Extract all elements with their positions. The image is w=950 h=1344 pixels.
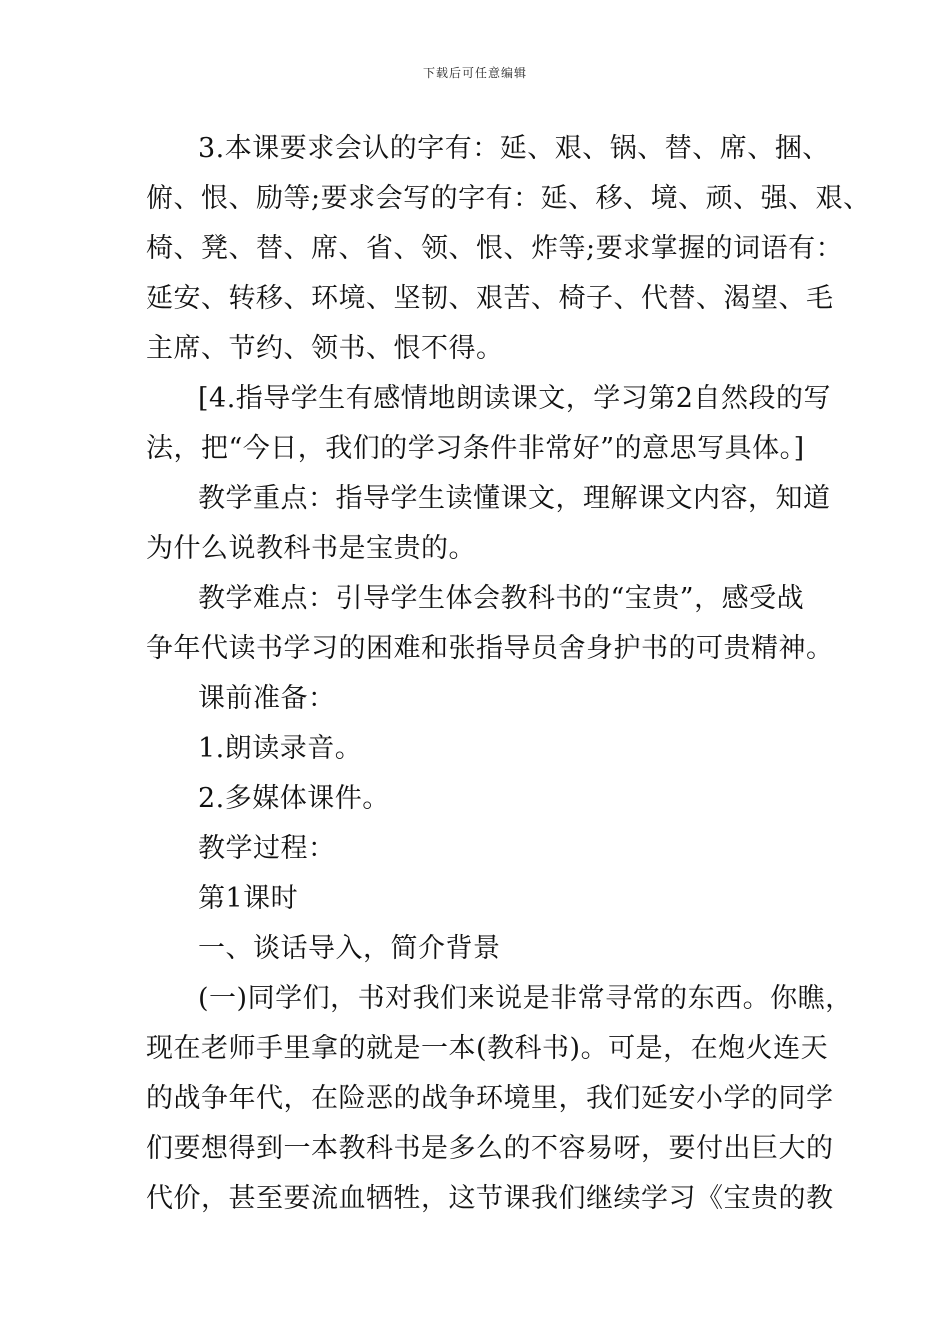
paragraph-line: 3.本课要求会认的字有：延、艰、锅、替、席、捆、 [198, 133, 830, 164]
paragraph-line: 主席、节约、领书、恨不得。 [146, 333, 504, 364]
page-header: 下载后可任意编辑 [422, 66, 527, 80]
paragraph-line: 争年代读书学习的困难和张指导员舍身护书的可贵精神。 [146, 633, 834, 664]
paragraph-line: 延安、转移、环境、坚韧、艰苦、椅子、代替、渴望、毛 [146, 283, 834, 314]
paragraph-line: 的战争年代，在险恶的战争环境里，我们延安小学的同学 [146, 1083, 834, 1114]
paragraph-line: 课前准备： [198, 683, 336, 714]
paragraph-line: 第1课时 [198, 883, 299, 914]
paragraph-line: (一)同学们，书对我们来说是非常寻常的东西。你瞧， [198, 983, 853, 1014]
paragraph-line: 代价，甚至要流血牺牲，这节课我们继续学习《宝贵的教 [146, 1183, 834, 1214]
paragraph-line: 1.朗读录音。 [198, 733, 363, 764]
paragraph-line: 现在老师手里拿的就是一本(教科书)。可是，在炮火连天 [146, 1033, 829, 1064]
paragraph-line: 俯、恨、励等;要求会写的字有：延、移、境、顽、强、艰、 [146, 183, 871, 214]
paragraph-line: 法，把“今日，我们的学习条件非常好”的意思写具体。] [146, 433, 805, 464]
paragraph-line: 椅、凳、替、席、省、领、恨、炸等;要求掌握的词语有： [146, 233, 844, 264]
paragraph-line: 一、谈话导入，简介背景 [198, 933, 501, 964]
paragraph-line: [4.指导学生有感情地朗读课文，学习第2自然段的写 [198, 383, 831, 414]
paragraph-line: 们要想得到一本教科书是多么的不容易呀，要付出巨大的 [146, 1133, 834, 1164]
paragraph-line: 为什么说教科书是宝贵的。 [146, 533, 476, 564]
paragraph-line: 教学难点：引导学生体会教科书的“宝贵”，感受战 [198, 583, 805, 614]
paragraph-line: 教学重点：指导学生读懂课文，理解课文内容，知道 [198, 483, 831, 514]
paragraph-line: 2.多媒体课件。 [198, 783, 390, 814]
paragraph-line: 教学过程： [198, 833, 336, 864]
